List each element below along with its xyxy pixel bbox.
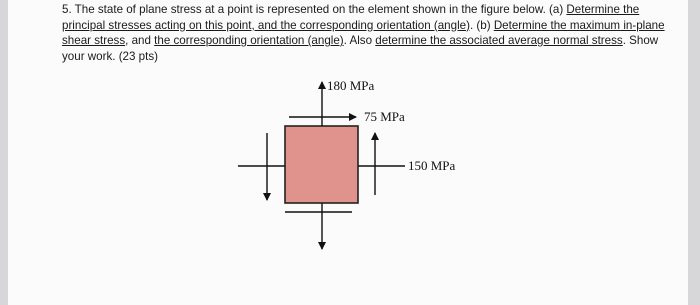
question-part: . Also: [343, 34, 376, 47]
question-part-avg-normal-stress: determine the associated average normal stress: [375, 34, 623, 47]
question-part: . Show your work. (23 pts): [62, 34, 659, 63]
label-normal-stress-150: 150 MPa: [408, 158, 456, 173]
label-shear-stress-75: 75 MPa: [364, 109, 405, 124]
question-part-max-shear: Determine the maximum in-plane shear stress: [62, 18, 665, 47]
question-part: 5. The state of plane stress at a point is represented on the element shown in the figure below. (a): [62, 3, 567, 16]
question-part-principal-stresses: Determine the principal stresses acting on this point, and the corresponding orientation (angle): [62, 3, 640, 32]
label-normal-stress-180: 180 MPa: [327, 78, 375, 93]
question-part-orientation: the corresponding orientation (angle): [154, 34, 344, 47]
question-part: , and: [125, 34, 155, 47]
question-part: . (b): [469, 18, 494, 32]
stress-element: [285, 126, 358, 203]
